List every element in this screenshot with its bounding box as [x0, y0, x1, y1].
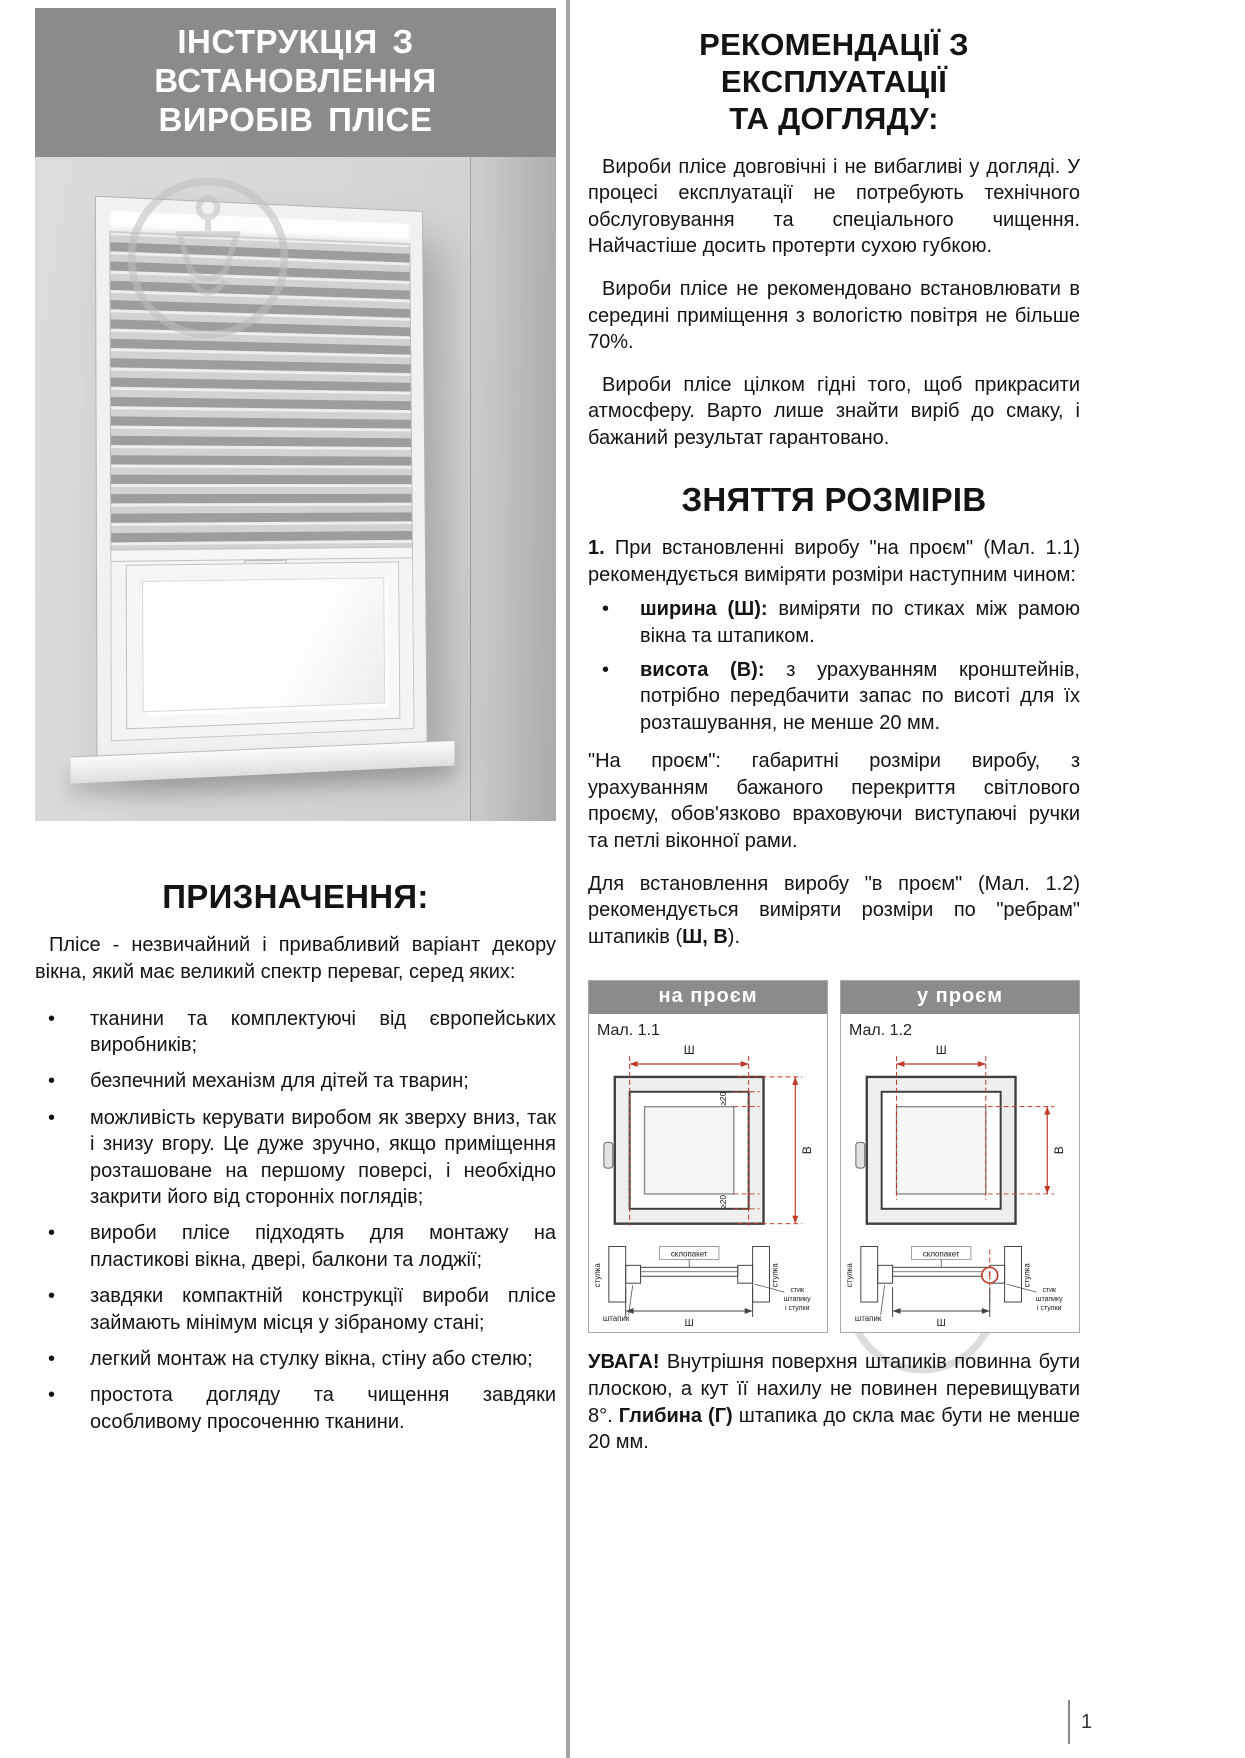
bottom-width-label: Ш [936, 1318, 946, 1330]
figure-caption: Мал. 1.1 [597, 1022, 660, 1040]
window-photo [35, 157, 556, 821]
clearance-bottom-label: ≥20 [717, 1195, 728, 1210]
diagram-u-proem [841, 1040, 1079, 1332]
list-item [35, 1220, 556, 1273]
list-item [35, 1283, 556, 1336]
list-item-text: безпечний механізм для дітей та тварин; [90, 1070, 469, 1093]
bullet-icon: • [602, 659, 610, 682]
page-number-divider [1068, 1700, 1070, 1744]
bullet-icon: • [48, 1070, 56, 1093]
v-proem-note [588, 871, 1080, 951]
list-item [35, 1068, 556, 1094]
bullet-icon: • [48, 1222, 56, 1245]
list-item [35, 1105, 556, 1211]
list-item-text: вироби плісе підходять для монтажу на пластикові вікна, двері, балкони та лоджії; [90, 1222, 556, 1271]
window-handle-icon [604, 1143, 613, 1169]
bullet-icon: • [48, 1347, 56, 1370]
sash-right-label: стулка [1022, 1263, 1032, 1288]
v-proem-text2: ). [727, 925, 741, 948]
window-glass [142, 577, 385, 712]
list-item-text: тканини та комплектуючі від європейських виробників; [90, 1007, 556, 1056]
attention-text1: Внутрішня поверхня штапиків повинна бути плоскою, а кут її нахилу не повинен перевищувати 8°. [588, 1351, 1080, 1427]
bullet-icon: • [48, 1106, 56, 1129]
attention-label: УВАГА! [588, 1351, 660, 1374]
list-item [588, 596, 1080, 649]
measurement-diagrams [588, 980, 1080, 1333]
page-number-value: 1 [1081, 1710, 1093, 1733]
step-number: 1. [588, 537, 605, 560]
sash-left-label: стулка [844, 1263, 854, 1288]
diagram-header: у проєм [841, 981, 1079, 1014]
clearance-top-label: ≥20 [717, 1092, 728, 1107]
measuring-heading: ЗНЯТТЯ РОЗМІРІВ [681, 480, 987, 518]
measuring-step1 [588, 535, 1080, 588]
window-handle-icon [856, 1143, 865, 1169]
v-proem-text1: Для встановлення виробу "в проєм" (Мал. 1.2) рекомендується виміряти розміри по "ребрам" штапиків ( [588, 872, 1080, 948]
na-proem-note: "На проєм": габаритні розміри виробу, з урахуванням бажаного перекриття світлового проєму, обов'язково враховуючи виступаючі ручки та петлі віконної рами. [588, 750, 1080, 853]
diagram-panel-u-proem [840, 980, 1080, 1333]
care-heading-line2: ТА ДОГЛЯДУ: [729, 101, 939, 137]
list-item-text [640, 598, 1080, 646]
list-item-text [640, 659, 1080, 734]
glass-unit-label: склопакет [670, 1249, 708, 1259]
joint-label-3: і стулки [785, 1305, 810, 1313]
list-item-text: можливість керувати виробом як зверху вниз, так і знизу вгору. Це дуже зручно, якщо приміщення розташоване на першому поверсі, і необхідно закрити його від сторонніх поглядів; [90, 1106, 556, 1208]
window-illustration [96, 197, 427, 783]
list-item-text: легкий монтаж на стулку вікна, стіну або стелю; [90, 1347, 533, 1370]
joint-label-2: штапику [783, 1296, 811, 1304]
diagram-panel-na-proem [588, 980, 828, 1333]
blind-bottom-rail [110, 546, 413, 561]
attention-note [588, 1349, 1080, 1455]
dim-width-label: Ш [683, 1043, 695, 1058]
window-frame [96, 197, 427, 756]
purpose-heading: ПРИЗНАЧЕННЯ: [162, 877, 429, 915]
sash-right-label: стулка [770, 1263, 780, 1288]
measuring-list [588, 596, 1080, 736]
list-item-text: простота догляду та чищення завдяки особливому просоченню тканини. [90, 1384, 556, 1433]
diagram-na-proem [589, 1040, 827, 1332]
right-column [588, 0, 1080, 1456]
term-height-text: з урахуванням кронштейнів, потрібно передбачити запас по висоті для їх розташування, не менше 20 мм. [640, 659, 1080, 734]
list-item [588, 657, 1080, 736]
figure-caption: Мал. 1.2 [849, 1022, 912, 1040]
window-sash [127, 562, 400, 728]
bullet-icon: • [48, 1007, 56, 1030]
bead-label: штапик [854, 1314, 882, 1324]
attention-text2: штапика до скла має бути не менше 20 мм. [588, 1404, 1080, 1454]
depth-term: Глибина (Г) [618, 1404, 733, 1427]
list-item [35, 1006, 556, 1059]
bottom-width-label: Ш [684, 1318, 694, 1330]
v-proem-bold: Ш, В [682, 925, 728, 948]
bead-label: штапик [602, 1314, 630, 1324]
dim-width-label: Ш [935, 1043, 947, 1058]
term-width: ширина (Ш): [640, 598, 768, 621]
glass-unit-label: склопакет [922, 1249, 960, 1259]
dim-height-label: В [1052, 1146, 1067, 1155]
page-number [1068, 1700, 1092, 1744]
purpose-list [35, 1006, 556, 1435]
care-heading-line1: РЕКОМЕНДАЦІЇ З ЕКСПЛУАТАЦІЇ [699, 27, 969, 100]
joint-label-2: штапику [1035, 1296, 1063, 1304]
warning-exclamation-icon: ! [987, 1270, 992, 1283]
care-paragraph-2: Вироби плісе не рекомендовано встановлювати в середині приміщення з вологістю повітря не більше 70%. [588, 277, 1080, 354]
list-item-text: завдяки компактній конструкції вироби плісе займають мінімум місця у зібраному стані; [90, 1285, 556, 1334]
column-divider [566, 0, 570, 1758]
pleated-blind [109, 233, 413, 550]
care-paragraph-1: Вироби плісе довговічні і не вибагливі у догляді. У процесі експлуатації не потребують технічного обслуговування та спеціального чищення. Найчастіше досить протерти сухою губкою. [588, 155, 1080, 258]
document-title-line2: ВИРОБІВ ПЛІСЕ [158, 100, 433, 138]
care-paragraph-3: Вироби плісе цілком гідні того, щоб прикрасити атмосферу. Варто лише знайти виріб до смаку, і бажаний результат гарантовано. [588, 373, 1080, 449]
care-heading [588, 26, 1080, 138]
purpose-intro: Плісе - незвичайний і привабливий варіант декору вікна, який має великий спектр переваг, серед яких: [35, 934, 556, 983]
bullet-icon: • [602, 598, 610, 621]
term-height: висота (В): [640, 659, 765, 682]
list-item [35, 1346, 556, 1372]
joint-label-1: стик [1042, 1287, 1057, 1295]
step-text: При встановленні виробу "на проєм" (Мал. 1.1) рекомендується виміряти розміри наступним чином: [588, 537, 1080, 586]
document-title-line1: ІНСТРУКЦІЯ З ВСТАНОВЛЕННЯ [154, 23, 437, 99]
joint-label-3: і стулки [1037, 1305, 1062, 1313]
list-item [35, 1382, 556, 1435]
term-width-text: виміряти по стиках між рамою вікна та штапиком. [640, 598, 1080, 647]
left-column [35, 8, 556, 1435]
joint-label-1: стик [790, 1287, 805, 1295]
dim-height-label: В [800, 1146, 815, 1155]
bullet-icon: • [48, 1384, 56, 1407]
bullet-icon: • [48, 1285, 56, 1308]
document-title-banner [35, 8, 556, 157]
wall-shading [470, 157, 556, 821]
sash-left-label: стулка [592, 1263, 602, 1288]
diagram-header: на проєм [589, 981, 827, 1014]
